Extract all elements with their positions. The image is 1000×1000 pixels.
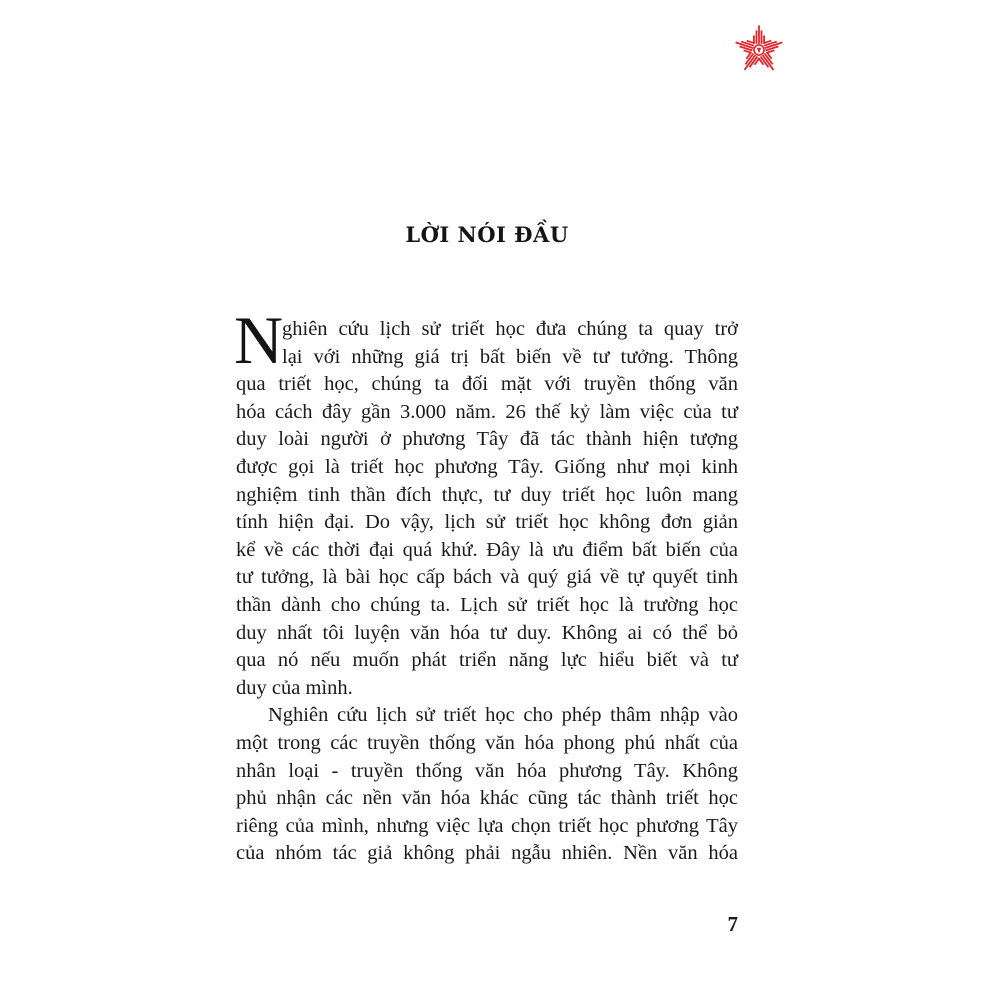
text-line: nhân loại - truyền thống văn hóa phương Tây. Không <box>236 759 738 782</box>
text-line: tính hiện đại. Do vậy, lịch sử triết học không đơn giản <box>236 511 738 534</box>
text-line: được gọi là triết học phương Tây. Giống như mọi kinh <box>236 456 738 478</box>
text-line: Nghiên cứu lịch sử triết học cho phép thâm nhập vào <box>268 704 738 727</box>
text-line: kể về các thời đại quá khứ. Đây là ưu điểm bất biến của <box>236 538 738 561</box>
text-line: một trong các truyền thống văn hóa phong phú nhất của <box>236 732 738 754</box>
text-line: tư tưởng, là bài học cấp bách và quý giá về tự quyết tinh <box>236 566 738 589</box>
text-line: ghiên cứu lịch sử triết học đưa chúng ta quay trở <box>282 318 738 340</box>
text-line: duy nhất tôi luyện văn hóa tư duy. Không ai có thể bỏ <box>236 621 738 644</box>
text-line: hóa cách đây gần 3.000 năm. 26 thế kỷ làm việc của tư <box>236 400 738 423</box>
text-line: thần dành cho chúng ta. Lịch sử triết học là trường học <box>236 594 738 616</box>
text-line: của nhóm tác giả không phải ngẫu nhiên. Nền văn hóa <box>236 842 738 865</box>
text-line: phủ nhận các nền văn hóa khác cũng tác thành triết học <box>236 787 738 810</box>
text-line: qua triết học, chúng ta đối mặt với truyền thống văn <box>236 373 738 396</box>
publisher-logo-icon <box>731 22 787 78</box>
text-line: lại với những giá trị bất biến về tư tưởng. Thông <box>282 345 738 368</box>
page-title: LỜI NÓI ĐẦU <box>405 222 569 247</box>
text-line: nghiệm tinh thần đích thực, tư duy triết học luôn mang <box>236 483 738 506</box>
text-line: duy của mình. <box>236 676 353 699</box>
page-number: 7 <box>727 912 738 936</box>
text-line: riêng của mình, nhưng việc lựa chọn triết học phương Tây <box>236 814 738 837</box>
drop-cap: N <box>234 302 284 378</box>
text-line: duy loài người ở phương Tây đã tác thành hiện tượng <box>236 428 738 451</box>
text-line: qua nó nếu muốn phát triển năng lực hiểu biết và tư <box>236 649 738 672</box>
